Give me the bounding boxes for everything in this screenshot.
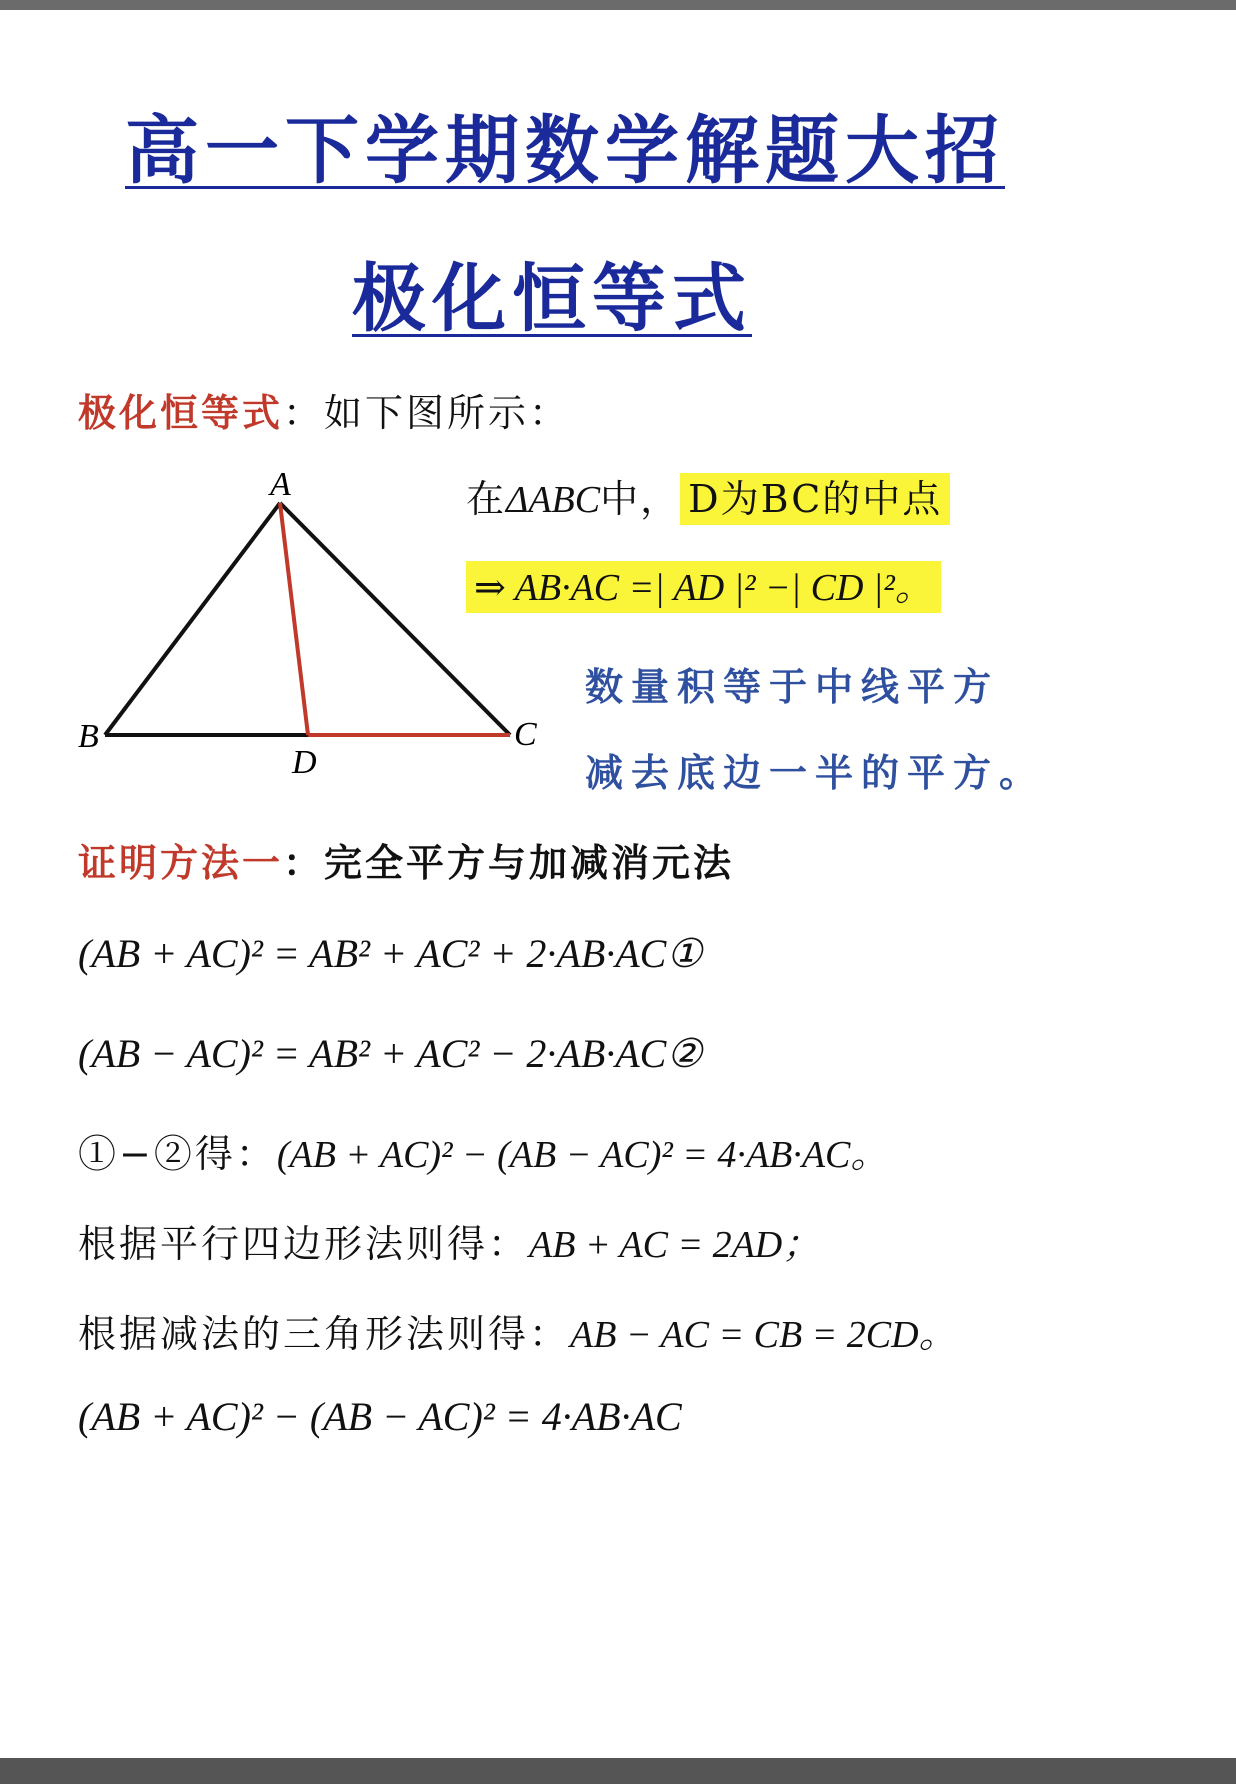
equation-5: AB − AC = CB = 2CD。 xyxy=(570,1314,957,1356)
equation-4-prefix: 根据平行四边形法则得： xyxy=(78,1222,530,1266)
identity-highlight xyxy=(466,561,941,613)
proof-heading xyxy=(78,832,734,887)
intro-line xyxy=(78,382,570,437)
equation-6: (AB + AC)² − (AB − AC)² = 4·AB·AC xyxy=(78,1394,682,1439)
equation-1: (AB + AC)² = AB² + AC² + 2·AB·AC① xyxy=(78,931,703,976)
equation-4-line xyxy=(78,1213,820,1268)
note-line-2: 减去底边一半的平方。 xyxy=(585,750,1046,795)
equation-5-line xyxy=(78,1303,957,1358)
label-b: B xyxy=(78,718,99,755)
midpoint-highlight: D为BC的中点 xyxy=(680,473,950,525)
side-ab xyxy=(105,503,280,735)
statement xyxy=(466,468,950,523)
equation-3-line xyxy=(78,1123,888,1178)
proof-label: 证明方法一 xyxy=(78,840,284,885)
statement-prefix: 在 xyxy=(466,477,507,521)
side-ac xyxy=(280,503,510,735)
equation-5-prefix: 根据减法的三角形法则得： xyxy=(78,1312,571,1356)
page-subtitle: 极化恒等式 xyxy=(352,256,752,342)
equation-3-prefix: ①−②得： xyxy=(78,1132,277,1176)
label-d: D xyxy=(292,744,317,781)
intro-text: ：如下图所示： xyxy=(283,391,571,435)
label-a: A xyxy=(270,466,291,503)
bottom-bar xyxy=(0,1758,1236,1784)
proof-method: ：完全平方与加减消元法 xyxy=(283,840,735,885)
intro-label: 极化恒等式 xyxy=(78,390,284,435)
equation-4: AB + AC = 2AD； xyxy=(529,1224,821,1266)
page-title: 高一下学期数学解题大招 xyxy=(125,108,1005,194)
polarization-identity xyxy=(466,556,941,611)
equation-3: (AB + AC)² − (AB − AC)² = 4·AB·AC。 xyxy=(276,1134,889,1176)
identity-text: ⇒ AB·AC =| AD |² −| CD |²。 xyxy=(474,567,933,609)
note-line-1: 数量积等于中线平方 xyxy=(585,664,1000,709)
top-bar xyxy=(0,0,1236,10)
equation-2: (AB − AC)² = AB² + AC² − 2·AB·AC② xyxy=(78,1031,703,1076)
statement-triangle: ΔABC xyxy=(506,479,601,521)
statement-middle: 中， xyxy=(600,477,681,521)
median-ad xyxy=(280,503,308,735)
label-c: C xyxy=(514,716,537,753)
